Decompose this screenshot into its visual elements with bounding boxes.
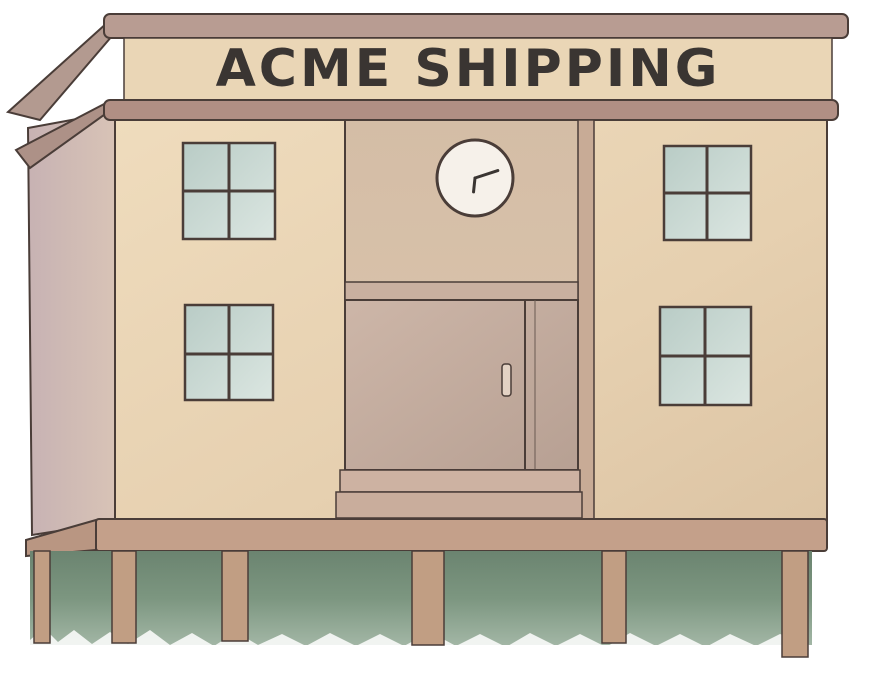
window-lower-left [185,305,273,400]
pillar-4 [412,551,444,645]
cornice-band [104,100,838,120]
left-side-wall [28,112,115,535]
loading-platform [96,519,827,551]
pillar-5 [602,551,626,643]
clock-hour-hand [474,178,475,192]
sign-text: ACME SHIPPING [215,39,721,99]
pillar-3 [222,551,248,641]
window-upper-left [183,143,275,239]
sliding-door [345,300,578,470]
pillar-1 [34,551,50,643]
bay-step-lower [336,492,582,518]
door-handle [502,364,511,396]
window-upper-right [664,146,751,240]
roof-top-cornice [104,14,848,38]
pillar-2 [112,551,136,643]
bay-side-pillar [578,120,594,520]
door-header-beam [345,282,578,300]
wall-clock [437,140,513,216]
window-lower-right [660,307,751,405]
bay-step-upper [340,470,580,492]
pillar-6 [782,551,808,657]
